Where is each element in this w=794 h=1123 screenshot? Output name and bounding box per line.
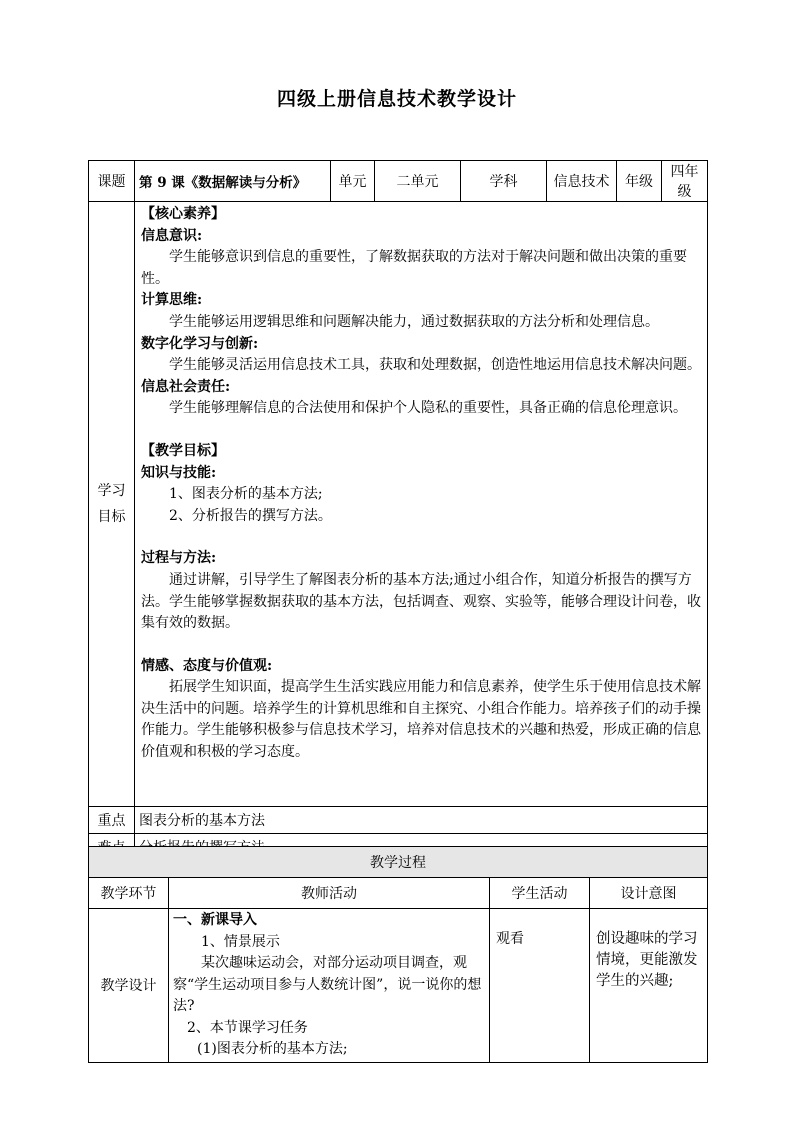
lesson-label: 课题 [89,161,135,202]
task-item: (1)图表分析的基本方法; [197,1041,348,1057]
teaching-goals-heading: 【教学目标】 [141,442,225,459]
process-columns-row [89,878,708,909]
objectives-label [89,202,135,807]
subject-value: 信息技术 [547,161,617,202]
key-point-value: 图表分析的基本方法 [135,807,708,834]
objectives-label-line1: 学习 [97,483,126,499]
core-literacy-heading: 【核心素养】 [141,206,225,222]
objectives-label-line2: 目标 [97,509,126,525]
unit-value: 二单元 [375,161,461,202]
grade-label: 年级 [617,161,662,202]
objectives-row [89,202,708,807]
teacher-activity-cell [169,909,490,1063]
col-student-header: 学生活动 [490,878,590,909]
process-heading: 教学过程 [89,847,708,878]
digital-learning-text: 学生能够灵活运用信息技术工具，获取和处理数据，创造性地运用信息技术解决问题。 [169,357,701,374]
scene-text: 某次趣味运动会，对部分运动项目调查，观察“学生运动项目参与人数统计图”，说一说你的想法? [173,955,482,1014]
document-title: 四级上册信息技术教学设计 [276,88,517,110]
subject-label: 学科 [461,161,547,202]
key-point-row [89,807,708,834]
key-point-label: 重点 [89,807,135,834]
col-stage-header: 教学环节 [89,878,169,909]
grade-value: 四年级 [662,161,708,202]
lesson-header-row [89,161,708,202]
skills-item: 1、图表分析的基本方法; [169,486,323,503]
process-methods-title: 过程与方法: [141,550,217,567]
teaching-process-table [88,846,708,1063]
social-responsibility-title: 信息社会责任: [141,378,231,395]
skills-title: 知识与技能: [141,464,217,481]
col-teacher-header: 教师活动 [169,878,490,909]
info-awareness-title: 信息意识: [141,227,203,244]
objectives-content [135,202,708,807]
student-activity-cell: 观看 [490,909,590,1063]
process-body-row [89,909,708,1063]
process-heading-row [89,847,708,878]
computational-thinking-text: 学生能够运用逻辑思维和问题解决能力，通过数据获取的方法分析和处理信息。 [169,313,659,330]
task-title: 2、本节课学习任务 [187,1019,308,1036]
col-intent-header: 设计意图 [590,878,708,909]
skills-item: 2、分析报告的撰写方法。 [169,507,332,524]
stage-cell: 教学设计 [89,909,169,1063]
process-methods-text: 通过讲解，引导学生了解图表分析的基本方法;通过小组合作，知道分析报告的撰写方法。学生能够掌握数据获取的基本方法，包括调查、观察、实验等，能够合理设计问卷，收集有效的数据。 [141,571,701,632]
scene-title: 1、情景展示 [201,933,280,950]
digital-learning-title: 数字化学习与创新: [141,335,259,352]
computational-thinking-title: 计算思维: [141,292,203,309]
emotion-values-text: 拓展学生知识面，提高学生生活实践应用能力和信息素养，使学生乐于使用信息技术解决生活中的问题。培养学生的计算机思维和自主探究、小组合作能力。培养孩子们的动手操作能力。学生能够积极参与信息技术学习，培养对信息技术的兴趣和热爱，形成正确的信息价值观和积极的学习态度。 [141,679,701,761]
lesson-info-table [88,160,708,861]
design-intent-cell: 创设趣味的学习情境，更能激发学生的兴趣; [590,909,708,1063]
intro-title: 一、新课导入 [173,912,257,928]
emotion-values-title: 情感、态度与价值观: [141,657,273,674]
unit-label: 单元 [331,161,375,202]
lesson-value: 第 9 课《数据解读与分析》 [135,161,331,202]
social-responsibility-text: 学生能够理解信息的合法使用和保护个人隐私的重要性，具备正确的信息伦理意识。 [169,400,687,417]
info-awareness-text: 学生能够意识到信息的重要性，了解数据获取的方法对于解决问题和做出决策的重要性。 [141,249,687,287]
